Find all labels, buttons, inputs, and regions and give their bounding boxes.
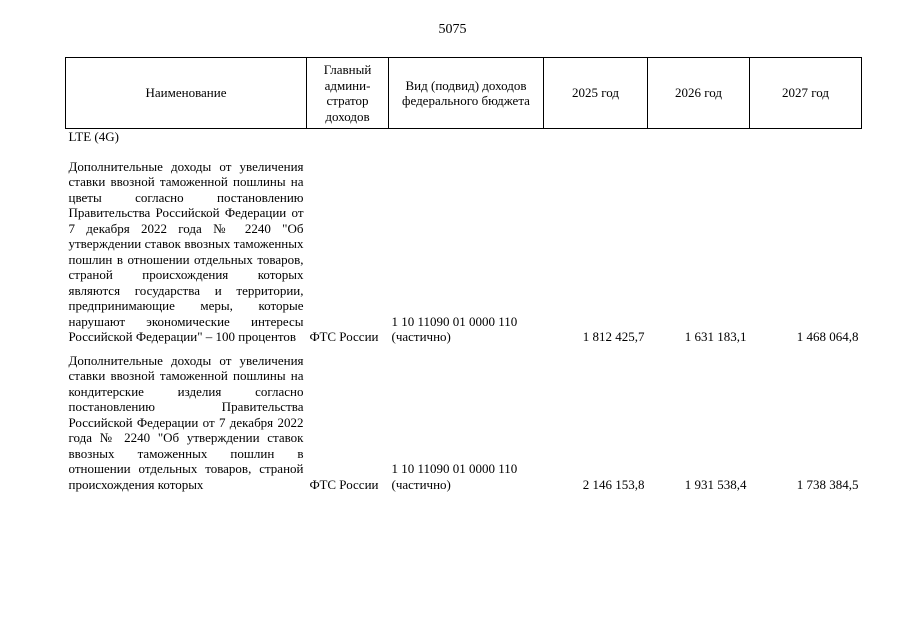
lead-text: LTE (4G) <box>68 129 119 144</box>
header-revenue-code: Вид (подвид) доходов федерального бюджета <box>389 58 544 129</box>
row-revenue-code: 1 10 11090 01 0000 110 (частично) <box>391 461 518 492</box>
header-admin: Главный админи-стратор доходов <box>307 58 389 129</box>
table-row <box>66 145 862 345</box>
table-row-lead <box>66 129 862 145</box>
row-value-2027: 1 738 384,5 <box>796 476 859 492</box>
row-value-2025: 2 146 153,8 <box>582 476 645 492</box>
table-row <box>66 345 862 493</box>
row-value-2026: 1 931 538,4 <box>684 476 747 492</box>
table-header-row <box>66 58 862 129</box>
header-year-2027: 2027 год <box>750 58 862 129</box>
header-year-2025: 2025 год <box>544 58 648 129</box>
row-revenue-code: 1 10 11090 01 0000 110 (частично) <box>391 313 518 344</box>
row-name: Дополнительные доходы от увеличения ставки ввозной таможенной пошлины на цветы согласно постановлению Правительства Российской Федерации от 7 декабря 2022 года № 2240 "Об утверждении ставок ввозных таможенных пошлин в отношении отдельных товаров, страной происхождения которых являются государства и территории, предпринимающие меры, которые нарушают экономические интересы Российской Федерации" – 100 процентов <box>68 158 304 344</box>
row-value-2026: 1 631 183,1 <box>684 329 747 344</box>
header-name: Наименование <box>66 58 307 129</box>
row-name: Дополнительные доходы от увеличения ставки ввозной таможенной пошлины на кондитерские изделия согласно постановлению Правительства Российской Федерации от 7 декабря 2022 года № 2240 "Об утверждении ставок ввозных таможенных пошлин в отношении отдельных товаров, страной происхождения которых <box>68 352 304 492</box>
row-admin: ФТС России <box>309 329 379 344</box>
page-number: 5075 <box>438 22 467 37</box>
row-value-2027: 1 468 064,8 <box>796 329 859 344</box>
row-value-2025: 1 812 425,7 <box>582 329 645 344</box>
revenue-table <box>65 57 862 492</box>
header-year-2026: 2026 год <box>648 58 750 129</box>
row-admin: ФТС России <box>309 476 379 492</box>
